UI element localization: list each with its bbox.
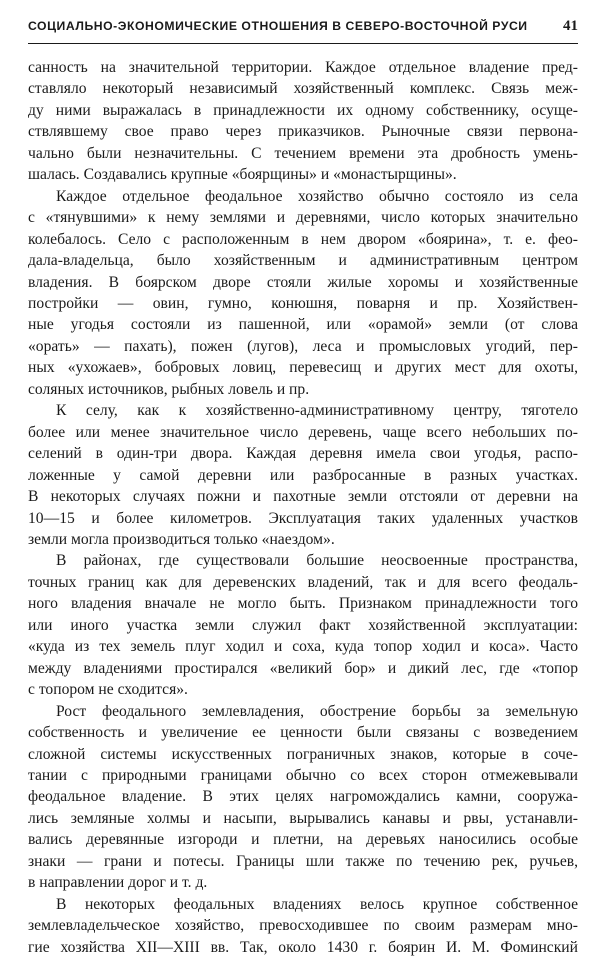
- text-line: феодальное владение. В этих целях нагромождались камни, сооружа-: [28, 788, 578, 806]
- text-line: ствлявшему свое право через приказчиков. Рыночные связи первона-: [28, 123, 578, 141]
- running-header: [28, 18, 578, 44]
- text-line: ных «ухожаев», бобровых ловиц, перевесищ и других мест для охоты,: [28, 359, 578, 377]
- text-line: шалась. Создавались крупные «боярщины» и «монастырщины».: [28, 166, 457, 184]
- header-title: СОЦИАЛЬНО-ЭКОНОМИЧЕСКИЕ ОТНОШЕНИЯ В СЕВЕРО-ВОСТОЧНОЙ РУСИ: [28, 19, 528, 33]
- body-text: [28, 57, 578, 958]
- text-line: селений в один-три двора. Каждая деревня имела свои угодья, распо-: [28, 445, 578, 463]
- text-line: с топором не сходится».: [28, 681, 188, 699]
- text-line: «орать» — пахать), пожен (лугов), леса и промысловых угодий, пер-: [28, 337, 578, 355]
- text-line: ного владения вначале не могло быть. Признаком принадлежности того: [28, 595, 578, 613]
- text-line: К селу, как к хозяйственно-административному центру, тяготело: [56, 402, 578, 420]
- text-line: колебалось. Село с расположенным в нем двором «боярина», т. е. фео-: [28, 230, 578, 248]
- text-line: Каждое отдельное феодальное хозяйство обычно состояло из села: [56, 187, 578, 205]
- paragraph-5: [28, 701, 578, 894]
- paragraph-4: [28, 550, 578, 700]
- text-line: В районах, где существовали большие неосвоенные пространства,: [56, 552, 578, 570]
- text-line: сложной системы искусственных пограничных знаков, которые в соче-: [28, 745, 578, 763]
- text-line: Рост феодального землевладения, обострение борьбы за земельную: [56, 702, 578, 720]
- text-line: владения. В боярском дворе стояли жилые хоромы и хозяйственные: [28, 273, 578, 291]
- text-line: ные угодья состояли из пашенной, или «орамой» земли (от слова: [28, 316, 578, 334]
- text-line: ложенные у самой деревни или разбросанные в разных участках.: [28, 466, 578, 484]
- text-line: 10—15 и более километров. Эксплуатация таких удаленных участков: [28, 509, 578, 527]
- text-line: чально были незначительны. С течением времени эта дробность умень-: [28, 144, 578, 162]
- text-line: санность на значительной территории. Каждое отдельное владение пред-: [28, 59, 578, 76]
- text-line: или иного участка земли служил факт хозяйственной эксплуатации:: [28, 616, 578, 634]
- text-line: В некоторых случаях пожни и пахотные земли отстояли от деревни на: [28, 488, 578, 506]
- text-line: соляных источников, рыбных ловель и пр.: [28, 380, 310, 398]
- paragraph-1: [28, 57, 578, 186]
- text-line: лись земляные холмы и насыпи, вырывались канавы и рвы, устанавли-: [28, 809, 578, 827]
- text-line: вались деревянные изгороди и плетни, на деревьях наносились особые: [28, 831, 578, 849]
- text-line: знаки — грани и потесы. Границы шли также по течению рек, ручьев,: [28, 852, 578, 870]
- text-line: точных границ как для деревенских владений, так и для всего феодаль-: [28, 573, 578, 591]
- text-line: постройки — овин, гумно, конюшня, поварня и пр. Хозяйствен-: [28, 294, 578, 312]
- text-line: дала-владельца, было хозяйственным и административным центром: [28, 252, 578, 270]
- text-line: собственность и увеличение ее ценности были связаны с возведением: [28, 724, 578, 742]
- text-line: гие хозяйства XII—XIII вв. Так, около 1430 г. боярин И. М. Фоминский: [28, 938, 578, 956]
- text-line: «куда из тех земель плуг ходил и соха, куда топор ходил и коса». Часто: [28, 638, 578, 656]
- text-line: более или менее значительное число деревень, чаще всего небольших по-: [28, 423, 578, 441]
- paragraph-2: [28, 186, 578, 401]
- text-line: с «тянувшими» к нему землями и деревнями, число которых значительно: [28, 209, 578, 227]
- paragraph-3: [28, 400, 578, 550]
- text-line: В некоторых феодальных владениях велось крупное собственное: [56, 895, 578, 913]
- text-line: ду ними выражалась в принадлежности их одному собственнику, осуще-: [28, 101, 578, 119]
- page-number: 41: [563, 18, 578, 34]
- paragraph-6: [28, 894, 578, 958]
- text-line: ставляло некоторый независимый хозяйственный комплекс. Связь меж-: [28, 80, 578, 98]
- text-line: землевладельческое хозяйство, превосходившее по своим размерам мно-: [28, 917, 578, 935]
- text-line: тании с природными границами обычно со всех сторон отмежевывали: [28, 766, 578, 784]
- text-line: в направлении дорог и т. д.: [28, 874, 208, 892]
- text-line: между владениями простирался «великий бор» и дикий лес, где «топор: [28, 659, 578, 677]
- text-line: земли могла производиться только «наездом».: [28, 530, 335, 548]
